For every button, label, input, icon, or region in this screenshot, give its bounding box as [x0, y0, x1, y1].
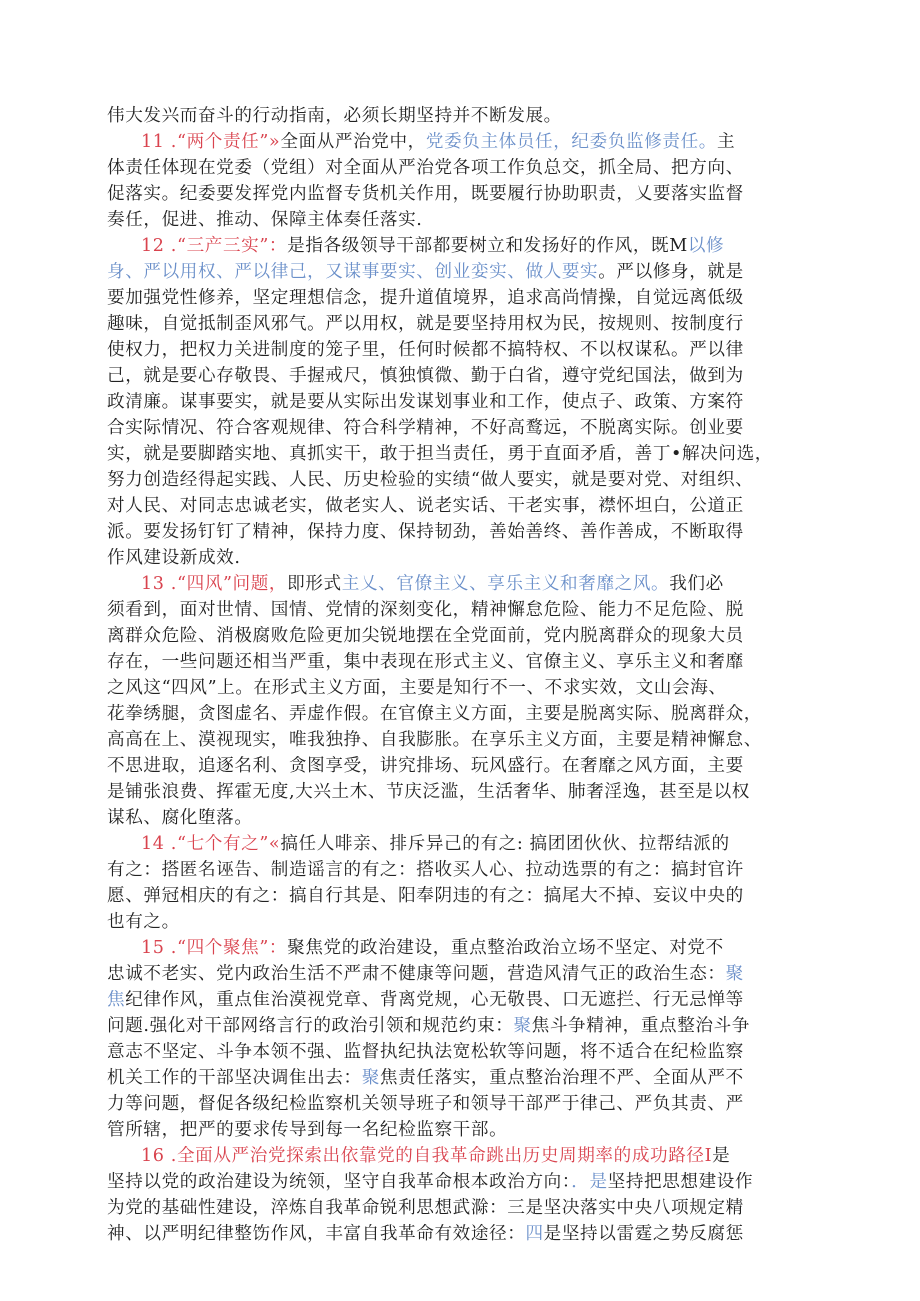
- text-line: [107, 649, 744, 675]
- text-line: [107, 909, 180, 935]
- text-line: [107, 545, 241, 571]
- text-line: [107, 701, 762, 727]
- body-text: 政清廉。谋事要实，就是要从实际出发谋划事业和工作，使点子、政策、方案符: [107, 392, 744, 412]
- text-line: [141, 129, 735, 155]
- body-text: 之风这“四风”上。在形式主义方面，主要是知行不一、不求实效，文山会海、: [107, 678, 727, 698]
- text-line: [107, 415, 744, 441]
- text-line: [107, 155, 744, 181]
- text-line: [107, 519, 744, 545]
- text-line: [107, 805, 253, 831]
- body-text: 要加强党性修养，坚定理想信念，提升道值境界，追求高尚情操，自觉远离低级: [107, 288, 744, 308]
- body-text: 机关工作的干部坚决调隹出去：: [107, 1068, 362, 1088]
- text-line: [107, 181, 744, 207]
- body-text: 意志不坚定、斗争本领不强、监督执纪执法宽松软等问题，将不适合在纪检监察: [107, 1042, 744, 1062]
- text-line: [107, 1039, 744, 1065]
- text-line: [107, 285, 744, 311]
- text-line: [141, 935, 724, 961]
- body-text: 是: [712, 1146, 731, 1166]
- body-text: 纪律作风，重点隹治漠视党章、背离党规，心无敬畏、口无遮拦、行无忌惮等: [125, 990, 744, 1010]
- text-line: [107, 753, 744, 779]
- text-line: [107, 441, 773, 467]
- highlight-text: 身、严以用权、严以律己，又谋事要实、创业娈实、做人要实: [107, 262, 599, 282]
- text-line: [141, 571, 724, 597]
- text-line: [107, 103, 562, 129]
- item-heading: 14 .“七个有之”«: [141, 834, 281, 854]
- body-text: 搞任人啡亲、排斥异己的有之: 搞团团伙伙、拉帮结派的: [280, 834, 730, 854]
- body-text: 焦斗争精神，重点整治斗争: [531, 1016, 750, 1036]
- text-line: [107, 857, 744, 883]
- body-text: 派。要发扬钉钉了精神，保持力度、保持韧劲，善始善终、善作善成，不断取得: [107, 522, 744, 542]
- text-line: [107, 675, 727, 701]
- text-line: [107, 1195, 744, 1221]
- text-line: [107, 1013, 750, 1039]
- body-text: 也有之。: [107, 912, 180, 932]
- text-line: [107, 337, 744, 363]
- text-line: [107, 1065, 744, 1091]
- text-line: [107, 623, 744, 649]
- highlight-text: 焦: [107, 990, 126, 1010]
- body-text: 力等问题，督促各级纪检监察机关领导班子和领导干部严于律己、严负其责、严: [107, 1094, 744, 1114]
- text-line: [141, 831, 730, 857]
- text-line: [107, 727, 762, 753]
- body-text: 神、以严明纪律整饬作风，丰富自我革命有效途径：: [107, 1224, 526, 1244]
- body-text: 须看到，面对世情、国情、党情的深刻变化，精神懈怠危险、能力不足危险、脱: [107, 600, 744, 620]
- highlight-text: 党委负主体员任，纪委负监修责任。: [425, 132, 717, 152]
- item-heading: 12 .“三产三实”：: [141, 236, 288, 256]
- body-text: 坚持以党的政治建设为统领，坚守自我革命根本政治方向：: [107, 1172, 572, 1192]
- body-text: 我们必: [669, 574, 724, 594]
- body-text: 愿、弹冠相庆的有之：搞自行其是、阳奉阴违的有之：搞尾大不掉、妄议中央的: [107, 886, 744, 906]
- highlight-text: 聚: [513, 1016, 532, 1036]
- text-line: [107, 1221, 744, 1247]
- body-text: 有之：搭匿名诬告、制造谣言的有之：搭收买人心、拉动选票的有之：搞封官许: [107, 860, 744, 880]
- text-line: [107, 493, 744, 519]
- body-text: 是指各级领导干部都要树立和发扬好的作风，既M: [287, 236, 688, 256]
- body-text: 问题.强化对干部网络言行的政治引领和规范约束：: [107, 1016, 514, 1036]
- body-text: 焦责任落实，重点整治治理不严、全面从严不: [379, 1068, 744, 1088]
- body-text: 谋私、腐化堕落。: [107, 808, 253, 828]
- body-text: 忠诚不老实、党内政治生活不严肃不健康等问题，营造风清气正的政治生态：: [107, 964, 726, 984]
- body-text: 存在，一些问题还相当严重，集中表现在形式主义、官僚主义、享乐主义和奢靡: [107, 652, 744, 672]
- text-line: [141, 233, 724, 259]
- text-line: [107, 467, 753, 493]
- body-text: 趣味，自觉抵制歪风邪气。严以用权，就是要坚持用权为民，按规则、按制度行: [107, 314, 744, 334]
- body-text: 即形式: [287, 574, 342, 594]
- body-text: 实，就是要脚踏实地、真抓实干，敢于担当责任，勇于直面矛盾，善丁•解决问选，: [107, 444, 773, 464]
- body-text: 离群众危险、消极腐败危险更加尖锐地摆在全党面前，党内脱离群众的现象大员: [107, 626, 744, 646]
- text-line: [107, 1169, 753, 1195]
- text-line: [107, 987, 744, 1013]
- body-text: 坚持把思想建设作: [607, 1172, 754, 1192]
- text-line: [107, 1117, 507, 1143]
- body-text: 。严以修身，就是: [598, 262, 744, 282]
- body-text: 不思进取，追逐名利、贪图享受，讲究排场、玩风盛行。在奢靡之风方面，主要: [107, 756, 744, 776]
- text-line: [107, 259, 744, 285]
- body-text: 作风建设新成效.: [107, 548, 241, 568]
- body-text: 是坚持以雷霆之势反腐惩: [543, 1224, 744, 1244]
- highlight-text: 以修: [687, 236, 725, 256]
- body-text: 聚焦党的政治建设，重点整治政治立场不坚定、对党不: [287, 938, 724, 958]
- text-line: [107, 389, 744, 415]
- text-line: [107, 597, 744, 623]
- body-text: 己，就是要心存敬畏、手握戒尺，慎独慎微、勤于白省，遵守党纪国法，做到为: [107, 366, 744, 386]
- body-text: 促落实。纪委要发挥党内监督专货机关作用，既要履行协助职责，乂要落实监督: [107, 184, 744, 204]
- item-heading: 13 .“四风”问题，: [141, 574, 288, 594]
- body-text: 全面从严治党中，: [280, 132, 426, 152]
- text-line: [107, 883, 744, 909]
- body-text: 伟大发兴而奋斗的行动指南，必须长期坚持并不断发展。: [107, 106, 562, 126]
- item-heading: 11 .“两个责任”»: [141, 132, 281, 152]
- body-text: 奏任，促进、推动、保障主体奏任落实.: [107, 210, 423, 230]
- highlight-text: 聚: [361, 1068, 380, 1088]
- highlight-text: 聚: [725, 964, 744, 984]
- text-line: [107, 961, 744, 987]
- text-line: [107, 779, 750, 805]
- body-text: 花拳绣腿，贪图虚名、弄虚作假。在官僚主义方面，主要是脱离实际、脱离群众，: [107, 704, 762, 724]
- body-text: 为党的基础性建设，淬炼自我革命锐利思想武滁：三是坚决落实中央八项规定精: [107, 1198, 744, 1218]
- text-line: [107, 363, 744, 389]
- body-text: 高高在上、漠视现实，唯我独挣、自我膨胀。在享乐主义方面，主要是精神懈怠、: [107, 730, 762, 750]
- item-heading: 16 .全面从严治党探索出依靠党的自我革命跳出历史周期率的成功路径I: [141, 1146, 713, 1166]
- body-text: 主: [716, 132, 736, 152]
- highlight-text: 四: [525, 1224, 544, 1244]
- body-text: 体责任体现在党委（党组）对全面从严治党各项工作负总交，抓全局、把方向、: [107, 158, 744, 178]
- body-text: 对人民、对同志忠诚老实，做老实人、说老实话、干老实事，襟怀坦白，公道正: [107, 496, 744, 516]
- highlight-text: 主乂、官僚主义、享乐主义和奢靡之风。: [341, 574, 670, 594]
- body-text: 管所辖，把严的要求传导到每一名纪检监察干部。: [107, 1120, 508, 1140]
- text-line: [107, 1091, 744, 1117]
- body-text: 努力创造经得起实践、人民、历史检验的实绩“做人要实，就是要对党、对组织、: [107, 470, 754, 490]
- highlight-text: ．是: [571, 1172, 608, 1192]
- item-heading: 15 .“四个聚焦”：: [141, 938, 288, 958]
- body-text: 合实际情况、符合客观规律、符合科学精神，不好高鹜远，不脱离实际。创业要: [107, 418, 744, 438]
- body-text: 使权力，把权力关进制度的笼子里，任何时候都不搞特权、不以权谋私。严以律: [107, 340, 744, 360]
- text-line: [141, 1143, 730, 1169]
- body-text: 是铺张浪费、挥霍无度,大兴土木、节庆泛滥，生活奢华、肺奢淫逸，甚至是以权: [107, 782, 750, 802]
- text-line: [107, 207, 423, 233]
- text-line: [107, 311, 744, 337]
